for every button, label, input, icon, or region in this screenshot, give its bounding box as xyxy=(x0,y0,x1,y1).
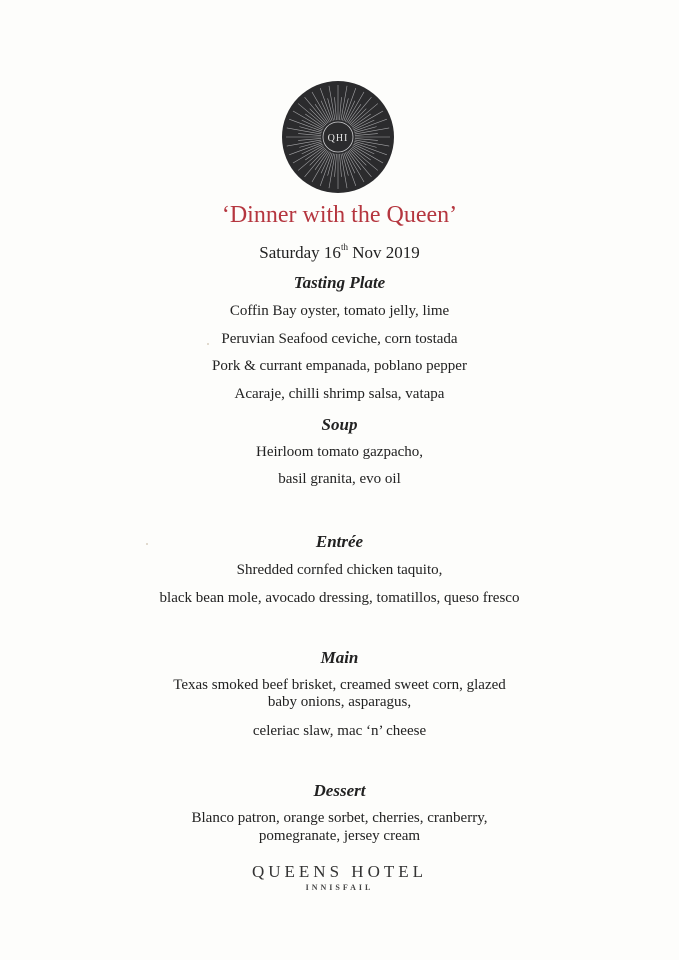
logo-monogram: QHI xyxy=(327,133,349,144)
menu-item: basil granita, evo oil xyxy=(278,471,401,487)
menu-item: Coffin Bay oyster, tomato jelly, lime xyxy=(229,303,450,319)
paper-speck xyxy=(207,343,209,345)
section-heading-dessert: Dessert xyxy=(313,781,366,800)
hotel-town: INNISFAIL xyxy=(305,883,374,892)
menu-item: Shredded cornfed chicken taquito, xyxy=(236,562,443,578)
date-ordinal: th xyxy=(340,242,348,252)
event-date: Saturday 16th Nov 2019 xyxy=(259,242,420,262)
hotel-logo xyxy=(281,80,395,194)
menu-item: Blanco patron, orange sorbet, cherries, cranberry, xyxy=(191,810,488,826)
hotel-name: QUEENS HOTEL xyxy=(251,862,427,881)
menu-item: black bean mole, avocado dressing, tomatillos, queso fresco xyxy=(159,590,520,606)
menu-title: ‘Dinner with the Queen’ xyxy=(221,202,458,228)
menu-item: Heirloom tomato gazpacho, xyxy=(255,444,424,460)
section-heading-entree: Entrée xyxy=(315,532,364,551)
paper-speck xyxy=(146,543,148,545)
section-heading-soup: Soup xyxy=(321,415,358,434)
menu-item: Pork & currant empanada, poblano pepper xyxy=(212,358,467,374)
menu-item: baby onions, asparagus, xyxy=(267,694,412,710)
menu-item: Peruvian Seafood ceviche, corn tostada xyxy=(221,331,458,347)
section-heading-main: Main xyxy=(320,648,359,667)
section-heading-tasting-plate: Tasting Plate xyxy=(293,273,386,292)
menu-item: Acaraje, chilli shrimp salsa, vatapa xyxy=(234,386,445,402)
menu-item: Texas smoked beef brisket, creamed sweet corn, glazed xyxy=(173,677,506,693)
menu-item: celeriac slaw, mac ‘n’ cheese xyxy=(252,723,427,739)
menu-item: pomegranate, jersey cream xyxy=(258,828,421,844)
